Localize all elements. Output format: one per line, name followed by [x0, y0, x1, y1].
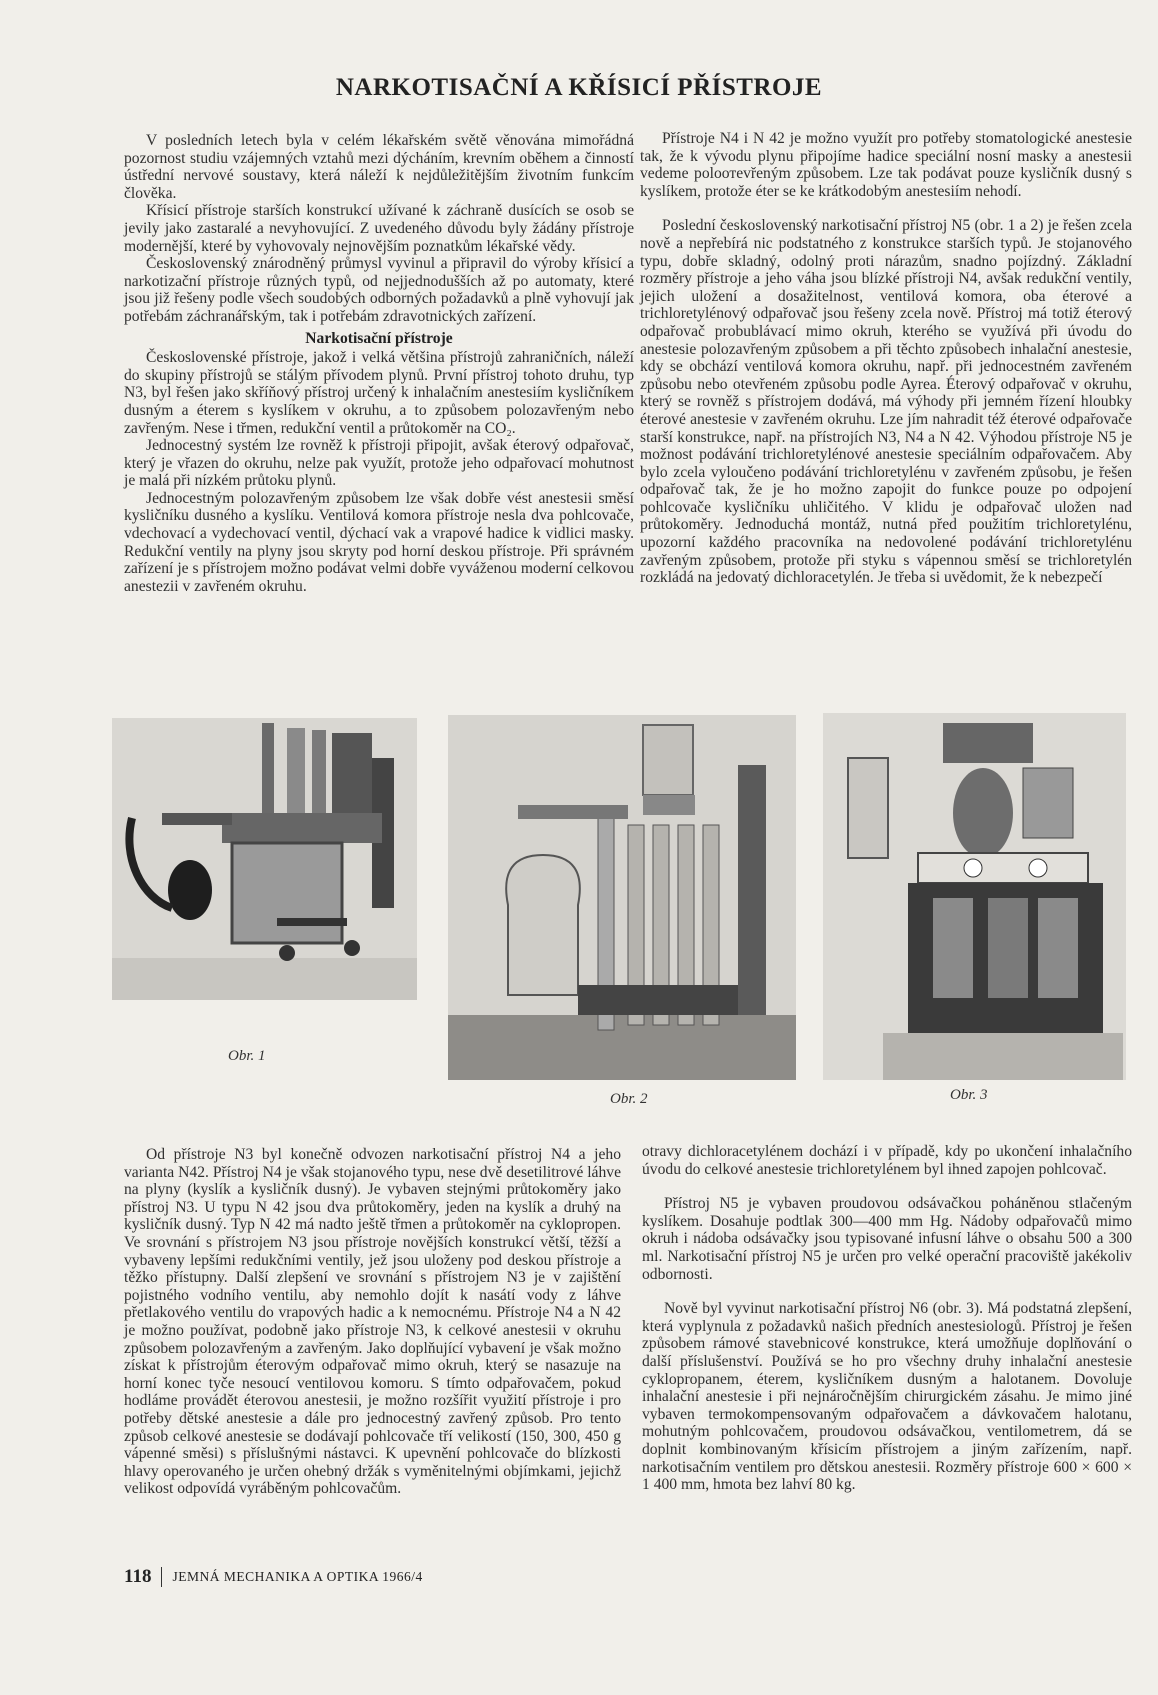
left-column-top — [124, 132, 634, 595]
paragraph: V posledních letech byla v celém lékařském světě věnována mimořádná pozornost studiu vzájemných vztahů mezi dýcháním, krevním oběhem a činností ústřední nervové soustavy, která náleží k nejdůležitějším životním funkcím člověka. — [124, 132, 634, 202]
journal-name: JEMNÁ MECHANIKA A OPTIKA 1966/4 — [172, 1569, 423, 1584]
figure-1-photo — [112, 718, 417, 1000]
paragraph: Přístroj N5 je vybaven proudovou odsávačkou poháněnou stlačeným kyslíkem. Dosahuje podtlak 300—400 mm Hg. Nádoby odpařovačů mimo okruh i nádoba odsávačky jsou typisované infusní láhve o obsahu 500 a 300 ml. Narkotisační přístroj N5 je určen pro velké operační pracoviště jakékoliv odbornosti. — [642, 1195, 1132, 1283]
paragraph: Od přístroje N3 byl konečně odvozen narkotisační přístroj N4 a jeho varianta N42. Přístroj N4 je však stojanového typu, nese dvě desetilitrové láhve na plyny (kyslík a kysličník dusný). Je vybaven stejnými průtokoměry jako přístroj N3. U typu N 42 jsou dva průtokoměry, jeden na kyslík a druhý na kysličník dusný. Typ N 42 má nadto ještě třmen a průtokoměr na cyklopropen. Ve srovnání s přístrojem N3 jsou přístroje novějších konstrukcí větší, těžší a vybaveny lepšími redukčními ventily, jež jsou uloženy pod deskou přístroje a těžko přístupny. Další zlepšení ve srovnání s přístrojem N3 je v zajištění pojistného vodního ventilu, aby nemohlo dojít k nasátí vody z láhve přetlakového ventilu do vrapových hadic a k nemocnému. Přístroje N4 a N 42 je možno používat, podobně jako přístroje N3, k celkové anestesii v okruhu způsobem polozavřeným a zavřeným. Jako doplňující vybavení je však možno získat k přístrojům éterovým odpařovač mimo okruh, který se nasazuje na horní konec tyče nesoucí ventilovou komoru. S tímto odpařovačem, pokud hodláme provádět éterovou anestesii, je možno rozšířit využití přístroje i pro potřeby dětské anestesie a dále pro jednocestný zavřený způsob. Pro tento způsob celkové anestesie se dodávají pohlcovače tří velikostí (150, 300, 450 g vápenné směsi) s příslušnými nástavci. K upevnění pohlcovače do blízkosti hlavy operovaného je určen ohebný držák s vyměnitelnými objímkami, jejichž velikost odpovídá vyráběným pohlcovačům. — [124, 1146, 621, 1498]
paragraph: Československý znárodněný průmysl vyvinul a připravil do výroby křísicí a narkotizační přístroje různých typů, od nejjednodušších až po automaty, které jsou již řešeny podle všech soudobých odborných požadavků a plně vyhovují jak potřebám záchranářským, tak i potřebám zdravotnických zařízení. — [124, 255, 634, 325]
paragraph: Jednocestný systém lze rovněž k přístroji připojit, avšak éterový odpařovač, který je vřazen do okruhu, nelze pak využít, protože jeho odpařovací mohutnost je malá při nízkém průtoku plynů. — [124, 437, 634, 490]
paragraph: Československé přístroje, jakož i velká většina přístrojů zahraničních, náleží do skupiny přístrojů se stálým přívodem plynů. První přístroj tohoto druhu, typ N3, byl řešen jako skříňový přístroj určený k inhalačním anestesiím kysličníkem dusným a éterem s kyslíkem v okruhu, a to způsobem polozavřeným nebo zavřeným. Nese i třmen, redukční ventil a průtokoměr na CO₂. — [124, 349, 634, 437]
page-number: 118 — [124, 1566, 152, 1587]
paragraph: Nově byl vyvinut narkotisační přístroj N6 (obr. 3). Má podstatná zlepšení, která vyplynula z požadavků našich předních anestesiologů. Přístroj je řešen způsobem rámové stavebnicové konstrukce, která umožňuje doplňování o další příslušenství. Používá se ho pro všechny druhy inhalační anestesie cyklopropanem, éterem, kysličníkem dusným a halotanem. Dovoluje inhalační anestesie i při nejnáročnějším chirurgickém zásahu. Je mimo jiné vybaven termokompensovaným odpařovačem a dávkovačem halotanu, mohutným pohlcovačem, proudovou odsávačkou, ventilometrem, dá se doplnit kombinovaným křísicím přístrojem a jiným zařízením, např. narkotisačním ventilem pro dětskou anestesii. Rozměry přístroje 600 × 600 × 1 400 mm, hmota bez lahví 80 kg. — [642, 1300, 1132, 1494]
figure-2-caption: Obr. 2 — [610, 1091, 648, 1107]
right-column-bottom — [642, 1143, 1132, 1494]
page-footer — [124, 1566, 423, 1588]
paragraph: Poslední československý narkotisační přístroj N5 (obr. 1 a 2) je řešen zcela nově a nepřebírá nic podstatného z konstrukce starších typů. Je stojanového typu, dobře skladný, odolný proti nárazům, snadno pojízdný. Základní rozměry přístroje a jeho váha jsou blízké přístroji N4, avšak redukční ventily, jejich uložení a dosažitelnost, ventilová komora, oba éterové a trichloretylénový odpařovač jsou řešeny zcela nově. Přístroj má totiž éterový odpařovač probublávací mimo okruh, kterého se využívá při úvodu do anestesie polozavřeným způsobem a při těchto způsobech inhalační anestesie, kdy se obchází ventilová komora okruhu, např. při jednocestném zavřeném způsobu nebo otevřeném způsobu podle Ayrea. Éterový odpařovač v okruhu, který se rovněž s přístrojem dodává, má výhody při jemném řízení hloubky éterové anestesie v zavřeném okruhu. Lze jím nahradit též éterové odpařovače starší konstrukce, např. na přístrojích N3, N4 a N 42. Výhodou přístroje N5 je možnost podávání trichloretylénové anestesie speciálním odpařovačem. Aby bylo zcela vyloučeno podávání trichloretylénu v zavřeném způsobu, je řešen odpařovač tak, že je ho možno zapojit do funkce pouze po odpojení pohlcovače kysličníku uhličitého. V klidu je odpařovač uložen nad průtokoměry. Jednoduchá montáž, nutná před použitím trichloretylénu, upozorní každého pracovníka na nedovolené podávání trichloretylénu zavřeným způsobem, protože při styku s vápennou směsí se trichloretylén rozkládá na jedovatý dichloracetylén. Je třeba si uvědomit, že k nebezpečí — [640, 217, 1132, 587]
figure-3-photo — [823, 713, 1126, 1080]
paragraph: otravy dichloracetylénem dochází i v případě, kdy po ukončení inhalačního úvodu do celkové anestesie trichloretylénem byl ihned zapojen pohlcovač. — [642, 1143, 1132, 1178]
paragraph: Přístroje N4 i N 42 je možno využít pro potřeby stomatologické anestesie tak, že k vývodu plynu připojíme hadice speciální nosní masky a anestesii vedeme poloотevřeným způsobem. Lze tak podávat pouze kysličník dusný s kyslíkem, protože éter se ke krátkodobým anestesiím nehodí. — [640, 130, 1132, 200]
left-column-bottom — [124, 1146, 621, 1498]
figure-3-caption: Obr. 3 — [950, 1087, 988, 1103]
figure-1-caption: Obr. 1 — [228, 1048, 266, 1064]
right-column-top — [640, 130, 1132, 587]
paragraph: Jednocestným polozavřeným způsobem lze však dobře vést anestesii směsí kysličníku dusného a kyslíku. Ventilová komora přístroje nesla dva pohlcovače, vdechovací a vydechovací ventil, dýchací vak a vrapové hadice k vidlici masky. Redukční ventily na plyny jsou skryty pod horní deskou přístroje. Při správném zařízení je s přístrojem možno podávat velmi dobře vyváženou moderní celkovou anestezii v zavřeném okruhu. — [124, 489, 634, 595]
footer-divider — [161, 1567, 162, 1587]
figure-2-photo — [448, 715, 796, 1080]
section-heading: Narkotisační přístroje — [305, 329, 453, 347]
article-title: NARKOTISAČNÍ A KŘÍSICÍ PŘÍSTROJE — [335, 74, 823, 101]
paragraph: Křísicí přístroje starších konstrukcí užívané k záchraně dusících se osob se jevily jako zastaralé a nevyhovující. Z uvedeného důvodu byly žádány přístroje modernější, které by vyhovovaly nejnovějším poznatkům lékařské vědy. — [124, 202, 634, 255]
